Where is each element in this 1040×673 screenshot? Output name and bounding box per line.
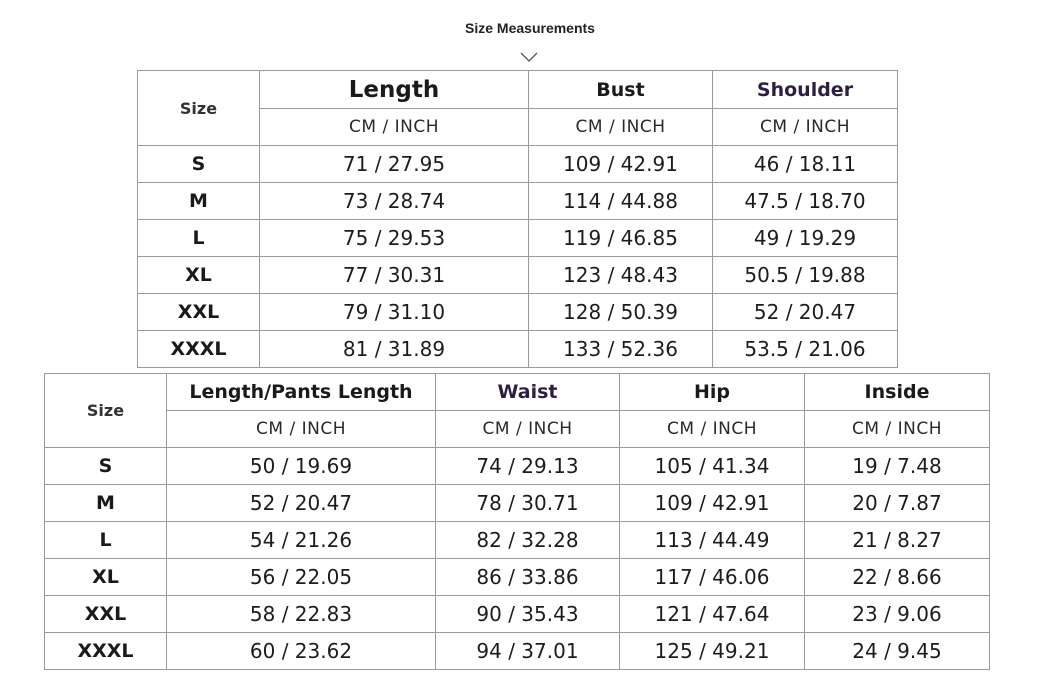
table-row: [138, 257, 898, 294]
measurement-cell: 50.5 / 19.88: [713, 257, 898, 294]
measurement-cell: 74 / 29.13: [436, 448, 620, 485]
size-cell: S: [138, 146, 260, 183]
unit-label: CM / INCH: [529, 109, 713, 146]
table-row: [45, 448, 990, 485]
measurement-cell: 114 / 44.88: [529, 183, 713, 220]
measurement-cell: 79 / 31.10: [260, 294, 529, 331]
measurement-cell: 90 / 35.43: [436, 596, 620, 633]
measurement-cell: 105 / 41.34: [620, 448, 805, 485]
measurement-cell: 56 / 22.05: [167, 559, 436, 596]
table-header-row: [138, 71, 898, 109]
measurement-cell: 81 / 31.89: [260, 331, 529, 368]
size-cell: M: [45, 485, 167, 522]
measurement-cell: 23 / 9.06: [805, 596, 990, 633]
measurement-cell: 52 / 20.47: [167, 485, 436, 522]
table-row: [45, 596, 990, 633]
shoulder-column-header: Shoulder: [713, 71, 898, 109]
chevron-down-icon: [519, 50, 539, 64]
measurement-cell: 113 / 44.49: [620, 522, 805, 559]
table-row: [138, 146, 898, 183]
length-column-header: Length: [260, 71, 529, 109]
table-row: [138, 183, 898, 220]
measurement-cell: 121 / 47.64: [620, 596, 805, 633]
size-cell: M: [138, 183, 260, 220]
hip-column-header: Hip: [620, 374, 805, 411]
unit-label: CM / INCH: [713, 109, 898, 146]
table-row: [45, 559, 990, 596]
measurement-cell: 73 / 28.74: [260, 183, 529, 220]
table-unit-row: [45, 411, 990, 448]
table-row: [45, 633, 990, 670]
measurement-cell: 54 / 21.26: [167, 522, 436, 559]
size-column-header: Size: [138, 71, 260, 146]
size-cell: XXXL: [138, 331, 260, 368]
measurement-cell: 47.5 / 18.70: [713, 183, 898, 220]
size-cell: XXL: [45, 596, 167, 633]
table-row: [45, 485, 990, 522]
unit-label: CM / INCH: [436, 411, 620, 448]
measurement-cell: 123 / 48.43: [529, 257, 713, 294]
waist-column-header: Waist: [436, 374, 620, 411]
size-cell: XXXL: [45, 633, 167, 670]
size-cell: XL: [45, 559, 167, 596]
measurement-cell: 75 / 29.53: [260, 220, 529, 257]
measurement-cell: 133 / 52.36: [529, 331, 713, 368]
measurement-cell: 49 / 19.29: [713, 220, 898, 257]
measurement-cell: 109 / 42.91: [620, 485, 805, 522]
unit-label: CM / INCH: [620, 411, 805, 448]
measurement-cell: 50 / 19.69: [167, 448, 436, 485]
unit-label: CM / INCH: [805, 411, 990, 448]
table-row: [138, 294, 898, 331]
measurement-cell: 24 / 9.45: [805, 633, 990, 670]
measurement-cell: 109 / 42.91: [529, 146, 713, 183]
measurement-cell: 82 / 32.28: [436, 522, 620, 559]
pants-length-column-header: Length/Pants Length: [167, 374, 436, 411]
bust-column-header: Bust: [529, 71, 713, 109]
table-row: [45, 522, 990, 559]
measurement-cell: 52 / 20.47: [713, 294, 898, 331]
measurement-cell: 128 / 50.39: [529, 294, 713, 331]
measurement-cell: 53.5 / 21.06: [713, 331, 898, 368]
measurement-cell: 46 / 18.11: [713, 146, 898, 183]
table-header-row: [45, 374, 990, 411]
unit-label: CM / INCH: [167, 411, 436, 448]
measurement-cell: 94 / 37.01: [436, 633, 620, 670]
measurement-cell: 22 / 8.66: [805, 559, 990, 596]
inside-column-header: Inside: [805, 374, 990, 411]
measurement-cell: 86 / 33.86: [436, 559, 620, 596]
size-cell: S: [45, 448, 167, 485]
measurement-cell: 20 / 7.87: [805, 485, 990, 522]
measurement-cell: 77 / 30.31: [260, 257, 529, 294]
size-cell: XXL: [138, 294, 260, 331]
size-column-header: Size: [45, 374, 167, 448]
page-title: Size Measurements: [465, 20, 595, 36]
measurement-cell: 117 / 46.06: [620, 559, 805, 596]
measurement-cell: 119 / 46.85: [529, 220, 713, 257]
measurement-cell: 58 / 22.83: [167, 596, 436, 633]
measurement-cell: 19 / 7.48: [805, 448, 990, 485]
size-cell: XL: [138, 257, 260, 294]
size-cell: L: [138, 220, 260, 257]
table-row: [138, 331, 898, 368]
size-cell: L: [45, 522, 167, 559]
measurement-cell: 60 / 23.62: [167, 633, 436, 670]
measurement-cell: 125 / 49.21: [620, 633, 805, 670]
top-size-table: [137, 70, 898, 368]
measurement-cell: 78 / 30.71: [436, 485, 620, 522]
table-row: [138, 220, 898, 257]
measurement-cell: 21 / 8.27: [805, 522, 990, 559]
bottom-size-table: [44, 373, 990, 670]
measurement-cell: 71 / 27.95: [260, 146, 529, 183]
unit-label: CM / INCH: [260, 109, 529, 146]
